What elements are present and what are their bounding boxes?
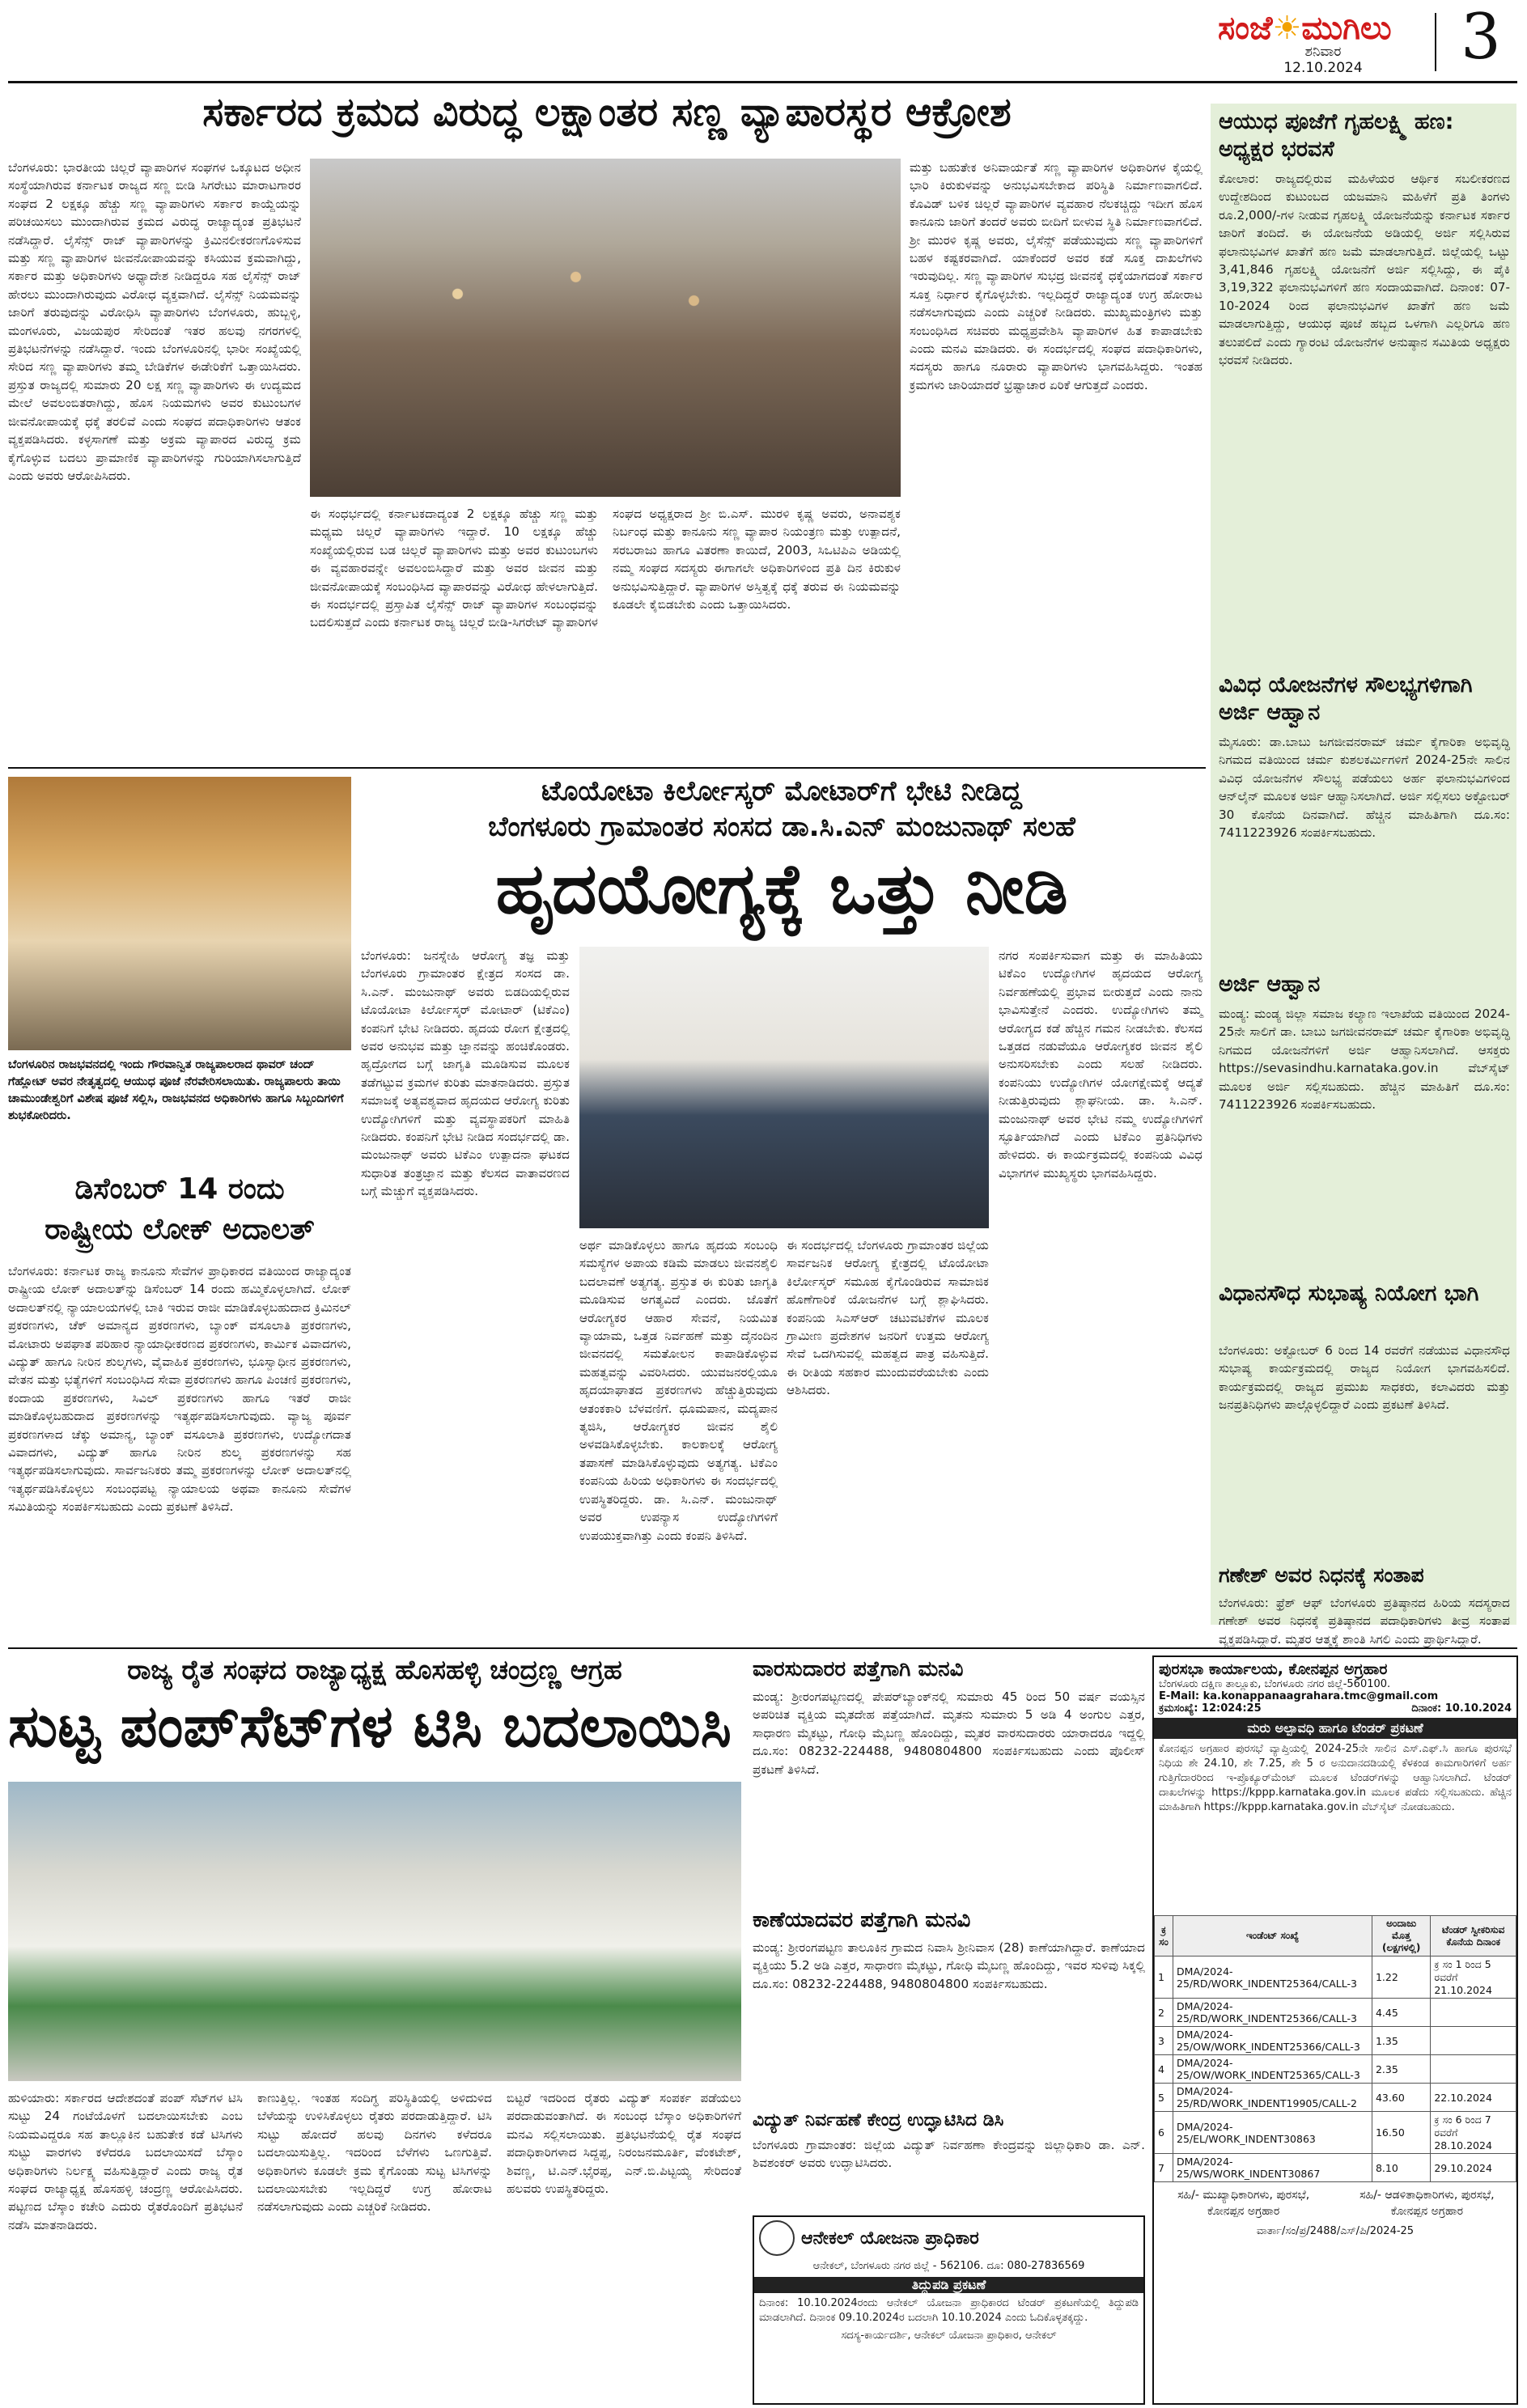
table-row [1155,1999,1516,2027]
tender-sig-left: ಸಹಿ/- ಮುಖ್ಯಾಧಿಕಾರಿಗಳು, ಪುರಸಭೆ, ಕೋನಪ್ಪನ ಅಗ್ರಹಾರ [1177,2189,1310,2218]
story1-col3: ಮತ್ತು ಬಹುತೇಕ ಅನಿವಾರ್ಯತೆ ಸಣ್ಣ ವ್ಯಾಪಾರಿಗಳ ಅಧಿಕಾರಿಗಳ ಕೈಯಲ್ಲಿ ಭಾರಿ ಕಿರುಕುಳವನ್ನು ಅನುಭವಿಸಬೇಕಾದ ಪರಿಸ್ಥಿತಿ ನಿರ್ಮಾಣವಾಗಲಿದೆ. ಕೊವಿಡ್ ಬಳಿಕ ಚಿಲ್ಲರೆ ವ್ಯಾಪಾರಿಗಳ ವ್ಯವಹಾರ ನೆಲಕಚ್ಚಿದ್ದು ಇದೀಗ ಹೊಸ ಕಾನೂನು ಜಾರಿಗೆ ತಂದರೆ ಅವರು ಬೀದಿಗೆ ಬೀಳುವ ಸ್ಥಿತಿ ನಿರ್ಮಾಣವಾಗಲಿದೆ. ಶ್ರೀ ಮುರಳಿ ಕೃಷ್ಣ ಅವರು, ಲೈಸೆನ್ಸ್ ಪಡೆಯುವುದು ಸಣ್ಣ ವ್ಯಾಪಾರಿಗಳಿಗೆ ಬಹಳ ಕಷ್ಟಕರವಾಗಿದೆ. ಯಾಕೆಂದರೆ ಅವರ ಕಡೆ ಸೂಕ್ತ ದಾಖಲೆಗಳು ಇರುವುದಿಲ್ಲ. ಸಣ್ಣ ವ್ಯಾಪಾರಿಗಳ ಸುಭದ್ರ ಜೀವನಕ್ಕೆ ಧಕ್ಕೆಯಾಗದಂತೆ ಸರ್ಕಾರ ಸೂಕ್ತ ನಿರ್ಧಾರ ಕೈಗೊಳ್ಳಬೇಕು. ಇಲ್ಲದಿದ್ದರೆ ರಾಜ್ಯಾದ್ಯಂತ ಉಗ್ರ ಹೋರಾಟ ನಡೆಸಲಾಗುವುದು ಎಂದು ಎಚ್ಚರಿಕೆ ನೀಡಿದರು. ಮುಖ್ಯಮಂತ್ರಿಗಳು ಮತ್ತು ಸಂಬಂಧಿಸಿದ ಸಚಿವರು ಮಧ್ಯಪ್ರವೇಶಿಸಿ ವ್ಯಾಪಾರಿಗಳ ಹಿತ ಕಾಪಾಡಬೇಕು ಎಂದು ಮನವಿ ಮಾಡಿದರು. ಈ ಸಂದರ್ಭದಲ್ಲಿ ಸಂಘದ ಪದಾಧಿಕಾರಿಗಳು, ಸದಸ್ಯರು ಹಾಗೂ ನೂರಾರು ವ್ಯಾಪಾರಿಗಳು ಭಾಗವಹಿಸಿದ್ದರು. ಇಂತಹ ಕ್ರಮಗಳು ಜಾರಿಯಾದರೆ ಭ್ರಷ್ಟಾಚಾರ ಏರಿಕೆ ಆಗುತ್ತದೆ ಎಂದರು. [910,160,1203,392]
lok-adalat-body: ಬೆಂಗಳೂರು: ಕರ್ನಾಟಕ ರಾಜ್ಯ ಕಾನೂನು ಸೇವೆಗಳ ಪ್ರಾಧಿಕಾರದ ವತಿಯಿಂದ ರಾಜ್ಯಾದ್ಯಂತ ರಾಷ್ಟ್ರೀಯ ಲೋಕ್ ಅದಾಲತ್‌ನ್ನು ಡಿಸೆಂಬರ್ 14 ರಂದು ಹಮ್ಮಿಕೊಳ್ಳಲಾಗಿದೆ. ಲೋಕ್ ಅದಾಲತ್‌ನಲ್ಲಿ ನ್ಯಾಯಾಲಯಗಳಲ್ಲಿ ಬಾಕಿ ಇರುವ ರಾಜೀ ಮಾಡಿಕೊಳ್ಳಬಹುದಾದ ಕ್ರಿಮಿನಲ್ ಪ್ರಕರಣಗಳು, ಚೆಕ್ ಅಮಾನ್ಯದ ಪ್ರಕರಣಗಳು, ಬ್ಯಾಂಕ್ ವಸೂಲಾತಿ ಪ್ರಕರಣಗಳು, ಮೋಟಾರು ಅಪಘಾತ ಪರಿಹಾರ ನ್ಯಾಯಾಧೀಕರಣದ ಪ್ರಕರಣಗಳು, ಕಾರ್ಮಿಕ ವಿವಾದಗಳು, ವಿದ್ಯುತ್ ಹಾಗೂ ನೀರಿನ ಶುಲ್ಕಗಳು, ವೈವಾಹಿಕ ಪ್ರಕರಣಗಳು, ಭೂಸ್ವಾಧೀನ ಪ್ರಕರಣಗಳು, ವೇತನ ಮತ್ತು ಭತ್ಯೆಗಳಿಗೆ ಸಂಬಂಧಿಸಿದ ಸೇವಾ ಪ್ರಕರಣಗಳು ಹಾಗೂ ಪಿಂಚಣಿ ಪ್ರಕರಣಗಳು, ಕಂದಾಯ ಪ್ರಕರಣಗಳು, ಸಿವಿಲ್ ಪ್ರಕರಣಗಳು ಹಾಗೂ ಇತರೆ ರಾಜೀ ಮಾಡಿಕೊಳ್ಳಬಹುದಾದ ಪ್ರಕರಣಗಳನ್ನು ಇತ್ಯರ್ಥಪಡಿಸಲಾಗುವುದು. ವ್ಯಾಜ್ಯ ಪೂರ್ವ ಪ್ರಕರಣಗಳಾದ ಚೆಕ್ಕು ಅಮಾನ್ಯ, ಬ್ಯಾಂಕ್ ವಸೂಲಾತಿ ಪ್ರಕರಣಗಳು, ಉದ್ಯೋಗದಾತ ವಿವಾದಗಳು, ವಿದ್ಯುತ್ ಹಾಗೂ ನೀರಿನ ಶುಲ್ಕ ಪ್ರಕರಣಗಳನ್ನು ಸಹ ಇತ್ಯರ್ಥಪಡಿಸಲಾಗುವುದು. ಸಾರ್ವಜನಿಕರು ತಮ್ಮ ಪ್ರಕರಣಗಳನ್ನು ಲೋಕ್ ಅದಾಲತ್‌ನಲ್ಲಿ ಇತ್ಯರ್ಥಪಡಿಸಿಕೊಳ್ಳಲು ಸಂಬಂಧಪಟ್ಟ ನ್ಯಾಯಾಲಯ ಅಥವಾ ಕಾನೂನು ಸೇವೆಗಳ ಸಮಿತಿಯನ್ನು ಸಂಪರ್ಕಿಸಬಹುದು ಎಂದು ಪ್ರಕಟಣೆ ತಿಳಿಸಿದೆ. [8,1264,351,1515]
anekal-ad-box [753,2215,1145,2405]
masthead-divider [1435,13,1436,71]
toyota-kicker-1: ಟೊಯೋಟಾ ಕಿರ್ಲೋಸ್ಕರ್ ಮೋಟಾರ್‌ಗೆ ಭೇಟಿ ನೀಡಿದ್ದ [541,775,1022,808]
masthead-date-block [1270,44,1376,76]
col-header-indent: ಇಂಡೆಂಟ್ ಸಂಖ್ಯೆ [1173,1916,1372,1956]
anekal-ad-subtitle: ತಿದ್ದುಪಡಿ ಪ್ರಕಟಣೆ [754,2277,1143,2293]
tender-table-header [1155,1916,1516,1956]
toyota-kicker-2: ಬೆಂಗಳೂರು ಗ್ರಾಮಾಂತರ ಸಂಸದ ಡಾ.ಸಿ.ಎನ್ ಮಂಜುನಾಥ್ ಸಲಹೆ [488,811,1075,843]
row-date [1431,2055,1516,2084]
farmers-headline: ಸುಟ್ಟ ಪಂಪ್‌ಸೆಟ್‌ಗಳ ಟಿಸಿ ಬದಲಾಯಿಸಿ [8,1692,732,1760]
sidebar-item1-body: ಕೋಲಾರ: ರಾಜ್ಯದಲ್ಲಿರುವ ಮಹಿಳೆಯರ ಆರ್ಥಿಕ ಸಬಲೀಕರಣದ ಉದ್ದೇಶದಿಂದ ಕುಟುಂಬದ ಯಜಮಾನಿ ಮಹಿಳೆಗೆ ಪ್ರತಿ ತಿಂಗಳು ರೂ.2,000/-ಗಳ ನೀಡುವ ಗೃಹಲಕ್ಷ್ಮಿ ಯೋಜನೆಯನ್ನು ಕರ್ನಾಟಕ ಸರ್ಕಾರ ಜಾರಿಗೆ ತಂದಿದೆ. ಈ ಯೋಜನೆಯ ಅಡಿಯಲ್ಲಿ ಅರ್ಜಿ ಸಲ್ಲಿಸಿರುವ ಫಲಾನುಭವಿಗಳ ಖಾತೆಗೆ ಹಣ ಜಮೆ ಮಾಡಲಾಗುತ್ತಿದೆ. ಜಿಲ್ಲೆಯಲ್ಲಿ ಒಟ್ಟು 3,41,846 ಗೃಹಲಕ್ಷ್ಮಿ ಯೋಜನೆಗೆ ಅರ್ಜಿ ಸಲ್ಲಿಸಿದ್ದು, ಈ ಪೈಕಿ 3,19,322 ಫಲಾನುಭವಿಗಳಿಗೆ ಹಣ ಸಂದಾಯವಾಗಿದೆ. ದಿನಾಂಕ: 07-10-2024 ರಿಂದ ಫಲಾನುಭವಿಗಳ ಖಾತೆಗೆ ಹಣ ಜಮೆ ಮಾಡಲಾಗುತ್ತಿದ್ದು, ಆಯುಧ ಪೂಜೆ ಹಬ್ಬದ ಒಳಗಾಗಿ ಎಲ್ಲರಿಗೂ ಹಣ ತಲುಪಲಿದೆ ಎಂದು ಗ್ಯಾರಂಟಿ ಯೋಜನೆಗಳ ಅನುಷ್ಠಾನ ಸಮಿತಿಯ ಅಧ್ಯಕ್ಷರು ಭರವಸೆ ನೀಡಿದರು. [1219,172,1510,368]
missing-head-1: ವಾರಸುದಾರರ ಪತ್ತೆಗಾಗಿ ಮನವಿ [753,1657,964,1681]
anekal-ad-title: ಆನೇಕಲ್ ಯೋಜನಾ ಪ್ರಾಧಿಕಾರ [801,2228,979,2249]
toyota-col3: ಈ ಸಂದರ್ಭದಲ್ಲಿ ಬೆಂಗಳೂರು ಗ್ರಾಮಾಂತರ ಜಿಲ್ಲೆಯ ಸಾರ್ವಜನಿಕ ಆರೋಗ್ಯ ಕ್ಷೇತ್ರದಲ್ಲಿ ಟೊಯೋಟಾ ಕಿರ್ಲೋಸ್ಕರ್ ಸಮೂಹ ಕೈಗೊಂಡಿರುವ ಸಾಮಾಜಿಕ ಹೊಣೆಗಾರಿಕೆ ಯೋಜನೆಗಳ ಬಗ್ಗೆ ಶ್ಲಾಘಿಸಿದರು. ಕಂಪನಿಯ ಸಿಎಸ್‌ಆರ್ ಚಟುವಟಿಕೆಗಳ ಮೂಲಕ ಗ್ರಾಮೀಣ ಪ್ರದೇಶಗಳ ಜನರಿಗೆ ಉತ್ತಮ ಆರೋಗ್ಯ ಸೇವೆ ಒದಗಿಸುವಲ್ಲಿ ಮಹತ್ವದ ಪಾತ್ರ ವಹಿಸುತ್ತಿದೆ. ಈ ರೀತಿಯ ಸಹಕಾರ ಮುಂದುವರೆಯಬೇಕು ಎಂದು ಆಶಿಸಿದರು. [787,1238,989,1398]
tender-table [1154,1915,1516,2182]
table-row [1155,1956,1516,1999]
row-amount: 43.60 [1372,2084,1430,2112]
row-no: 2 [1155,1999,1173,2027]
tender-notice-title: ಮರು ಅಲ್ಪಾವಧಿ ಹಾಗೂ ಟೆಂಡರ್ ಪ್ರಕಟಣೆ [1154,1718,1516,1739]
tender-ref-date: ದಿನಾಂಕ: 10.10.2024 [1411,1702,1512,1715]
sun-icon: ☀ [1272,10,1302,47]
top-rule [8,81,1517,83]
tender-intro: ಕೋನಪ್ಪನ ಅಗ್ರಹಾರ ಪುರಸಭೆ ವ್ಯಾಪ್ತಿಯಲ್ಲಿ 2024-25ನೇ ಸಾಲಿನ ಎಸ್.ಎಫ್.ಸಿ ಹಾಗೂ ಪುರಸಭೆ ನಿಧಿಯ ಶೇ 24.10, ಶೇ 7.25, ಶೇ 5 ರ ಅನುದಾನದಡಿಯಲ್ಲಿ ಕೆಳಕಂಡ ಕಾಮಗಾರಿಗಳಿಗೆ ಅರ್ಹ ಗುತ್ತಿಗೆದಾರರಿಂದ ಇ-ಪ್ರೊಕ್ಯೂರ್‌ಮೆಂಟ್ ಮೂಲಕ ಟೆಂಡರ್‌ಗಳನ್ನು ಆಹ್ವಾನಿಸಲಾಗಿದೆ. ಟೆಂಡರ್ ದಾಖಲೆಗಳನ್ನು https://kppp.karnataka.gov.in ಮೂಲಕ ಪಡೆದು ಸಲ್ಲಿಸಬಹುದು. ಹೆಚ್ಚಿನ ಮಾಹಿತಿಗಾಗಿ https://kppp.karnataka.gov.in ವೆಬ್‌ಸೈಟ್ ನೋಡಬಹುದು. [1159,1743,1512,1813]
lok-adalat-headline-1: ಡಿಸೆಂಬರ್ 14 ರಂದು [74,1172,285,1206]
missing-head-2: ಕಾಣೆಯಾದವರ ಪತ್ತೆಗಾಗಿ ಮನವಿ [753,1908,971,1932]
story1-bottom-rule [8,767,1206,769]
toyota-col4: ನಗರ ಸಂಪರ್ಕಿಸುವಾಗ ಮತ್ತು ಈ ಮಾಹಿತಿಯು ಟಿಕೆಎಂ ಉದ್ಯೋಗಿಗಳ ಹೃದಯದ ಆರೋಗ್ಯ ನಿರ್ವಹಣೆಯಲ್ಲಿ ಪ್ರಭಾವ ಬೀರುತ್ತದೆ ಎಂದು ನಾನು ಭಾವಿಸುತ್ತೇನೆ ಎಂದರು. ಉದ್ಯೋಗಿಗಳು ತಮ್ಮ ಆರೋಗ್ಯದ ಕಡೆ ಹೆಚ್ಚಿನ ಗಮನ ನೀಡಬೇಕು. ಕೆಲಸದ ಒತ್ತಡದ ನಡುವೆಯೂ ಆರೋಗ್ಯಕರ ಜೀವನ ಶೈಲಿ ಅನುಸರಿಸಬೇಕು ಎಂದು ಸಲಹೆ ನೀಡಿದರು. ಕಂಪನಿಯು ಉದ್ಯೋಗಿಗಳ ಯೋಗಕ್ಷೇಮಕ್ಕೆ ಆದ್ಯತೆ ನೀಡುತ್ತಿರುವುದು ಶ್ಲಾಘನೀಯ. ಡಾ. ಸಿ.ಎನ್. ಮಂಜುನಾಥ್ ಅವರ ಭೇಟಿ ನಮ್ಮ ಉದ್ಯೋಗಿಗಳಿಗೆ ಸ್ಫೂರ್ತಿಯಾಗಿದೆ ಎಂದು ಟಿಕೆಎಂ ಪ್ರತಿನಿಧಿಗಳು ಹೇಳಿದರು. ಈ ಕಾರ್ಯಕ್ರಮದಲ್ಲಿ ಕಂಪನಿಯ ವಿವಿಧ ವಿಭಾಗಗಳ ಮುಖ್ಯಸ್ಥರು ಭಾಗವಹಿಸಿದ್ದರು. [999,948,1203,1181]
lower-rule [8,1647,1517,1649]
col-header-amount: ಅಂದಾಜು ಮೊತ್ತ (ಲಕ್ಷಗಳಲ್ಲಿ) [1372,1916,1430,1956]
row-indent: DMA/2024-25/WS/WORK_INDENT30867 [1173,2154,1372,2182]
sidebar-item4-head: ವಿಧಾನಸೌಧ ಸುಭಾಷ್ಯ ನಿಯೋಗ ಭಾಗಿ [1219,1281,1479,1306]
row-indent: DMA/2024-25/RD/WORK_INDENT25364/CALL-3 [1173,1956,1372,1999]
row-amount: 1.22 [1372,1956,1430,1999]
table-row [1155,2055,1516,2084]
anekal-ad-body: ದಿನಾಂಕ: 10.10.2024ರಂದು ಆನೇಕಲ್ ಯೋಜನಾ ಪ್ರಾಧಿಕಾರದ ಟೆಂಡರ್ ಪ್ರಕಟಣೆಯಲ್ಲಿ ತಿದ್ದುಪಡಿ ಮಾಡಲಾಗಿದೆ. ದಿನಾಂಕ 09.10.2024ರ ಬದಲಾಗಿ 10.10.2024 ಎಂದು ಓದಿಕೊಳ್ಳತಕ್ಕದ್ದು. [759,2297,1139,2324]
table-row [1155,2027,1516,2055]
story1-col1: ಬೆಂಗಳೂರು: ಭಾರತೀಯ ಚಿಲ್ಲರೆ ವ್ಯಾಪಾರಿಗಳ ಸಂಘಗಳ ಒಕ್ಕೂಟದ ಅಧೀನ ಸಂಸ್ಥೆಯಾಗಿರುವ ಕರ್ನಾಟಕ ರಾಜ್ಯದ ಸಣ್ಣ ಬೀಡಿ ಸಿಗರೇಟು ಮಾರಾಟಗಾರರ ಸಂಘದ 2 ಲಕ್ಷಕ್ಕೂ ಹೆಚ್ಚು ಸಣ್ಣ ವ್ಯಾಪಾರಿಗಳು ಸರ್ಕಾರ ಕಾಯ್ದೆಯನ್ನು ಪರಿಚಯಿಸಲು ಮುಂದಾಗಿರುವ ಕ್ರಮದ ವಿರುದ್ಧ ರಾಜ್ಯಾದ್ಯಂತ ಪ್ರತಿಭಟನೆ ನಡೆಸಿದ್ದಾರೆ. ಲೈಸೆನ್ಸ್ ರಾಜ್ ವ್ಯಾಪಾರಿಗಳನ್ನು ಕ್ರಿಮಿನಲೀಕರಣಗೊಳಿಸುವ ಮತ್ತು ಸಣ್ಣ ವ್ಯಾಪಾರಿಗಳ ಜೀವನೋಪಾಯವನ್ನು ಕಸಿಯುವ ಕ್ರಮವಾಗಿದ್ದು, ಸರ್ಕಾರ ಮತ್ತು ಅಧಿಕಾರಿಗಳು ಅಧ್ಯಾದೇಶ ನೀಡಿದ್ದರೂ ಸಹ ಲೈಸೆನ್ಸ್ ರಾಜ್ ಹೇರಲು ಮುಂದಾಗಿರುವುದು ವಿರೋಧ ವ್ಯಕ್ತವಾಗಿದೆ. ಲೈಸೆನ್ಸ್ ನಿಯಮವನ್ನು ಜಾರಿಗೆ ತರುವುದನ್ನು ವಿರೋಧಿಸಿ ವ್ಯಾಪಾರಿಗಳು ಬೆಂಗಳೂರು, ಹುಬ್ಬಳ್ಳಿ, ಮಂಗಳೂರು, ವಿಜಯಪುರ ಸೇರಿದಂತೆ ಇತರ ಹಲವು ನಗರಗಳಲ್ಲಿ ಪ್ರತಿಭಟನೆಗಳನ್ನು ನಡೆಸಿದ್ದಾರೆ. ಇಂದು ಬೆಂಗಳೂರಿನಲ್ಲಿ ಭಾರೀ ಸಂಖ್ಯೆಯಲ್ಲಿ ಸೇರಿದ ಸಣ್ಣ ವ್ಯಾಪಾರಿಗಳು ತಮ್ಮ ಬೇಡಿಕೆಗಳ ಈಡೇರಿಕೆಗೆ ಒತ್ತಾಯಿಸಿದರು. ಪ್ರಸ್ತುತ ರಾಜ್ಯದಲ್ಲಿ ಸುಮಾರು 20 ಲಕ್ಷ ಸಣ್ಣ ವ್ಯಾಪಾರಿಗಳು ಈ ಉದ್ಯಮದ ಮೇಲೆ ಅವಲಂಬಿತರಾಗಿದ್ದು, ಹೊಸ ನಿಯಮಗಳು ಅವರ ಕುಟುಂಬಗಳ ಜೀವನೋಪಾಯಕ್ಕೆ ಧಕ್ಕೆ ತರಲಿವೆ ಎಂದು ಸಂಘದ ಪದಾಧಿಕಾರಿಗಳು ಆತಂಕ ವ್ಯಕ್ತಪಡಿಸಿದರು. ಕಳ್ಳಸಾಗಣೆ ಮತ್ತು ಅಕ್ರಮ ವ್ಯಾಪಾರದ ವಿರುದ್ಧ ಕ್ರಮ ಕೈಗೊಳ್ಳುವ ಬದಲು ಪ್ರಾಮಾಣಿಕ ವ್ಯಾಪಾರಿಗಳನ್ನು ಗುರಿಯಾಗಿಸಲಾಗುತ್ತಿದೆ ಎಂದು ಅವರು ಆರೋಪಿಸಿದರು. [8,160,301,483]
masthead-weekday: ಶನಿವಾರ [1304,44,1342,60]
toyota-meeting-photo [579,947,989,1228]
farmers-col1: ಹುಳಿಯಾರು: ಸರ್ಕಾರದ ಆದೇಶದಂತೆ ಪಂಪ್ ಸೆಟ್‌ಗಳ ಟಿಸಿ ಸುಟ್ಟು 24 ಗಂಟೆಯೊಳಗೆ ಬದಲಾಯಿಸಬೇಕು ಎಂಬ ನಿಯಮವಿದ್ದರೂ ಸಹ ತಾಲ್ಲೂಕಿನ ಬಹುತೇಕ ಕಡೆ ಟಿಸಿಗಳು ಸುಟ್ಟು ವಾರಗಳು ಕಳೆದರೂ ಬದಲಾಯಿಸದೆ ಬೆಸ್ಕಾಂ ಅಧಿಕಾರಿಗಳು ನಿರ್ಲಕ್ಷ್ಯ ವಹಿಸುತ್ತಿದ್ದಾರೆ ಎಂದು ರಾಜ್ಯ ರೈತ ಸಂಘದ ರಾಜ್ಯಾಧ್ಯಕ್ಷ ಹೊಸಹಳ್ಳಿ ಚಂದ್ರಣ್ಣ ಆರೋಪಿಸಿದರು. ಪಟ್ಟಣದ ಬೆಸ್ಕಾಂ ಕಚೇರಿ ಎದುರು ರೈತರೊಂದಿಗೆ ಪ್ರತಿಭಟನೆ ನಡೆಸಿ ಮಾತನಾಡಿದರು. [8,2091,243,2232]
row-date: ಕ್ರ ಸಂ 6 ರಿಂದ 7 ರವರೆಗೆ 28.10.2024 [1431,2112,1516,2154]
table-row [1155,2084,1516,2112]
anekal-ad-header [754,2217,1143,2259]
row-indent: DMA/2024-25/RD/WORK_INDENT19905/CALL-2 [1173,2084,1372,2112]
page-number: 3 [1461,1,1501,74]
tender-footer-code: ವಾರ್ತಾ/ಸಂ/ಪ್ರ/2488/ಎಸ್/ಪಿ/2024-25 [1256,2225,1415,2237]
sidebar-item5-body: ಬೆಂಗಳೂರು: ಫ್ರೆಶ್ ಆಫ್ ಬೆಂಗಳೂರು ಪ್ರತಿಷ್ಠಾನದ ಹಿರಿಯ ಸದಸ್ಯರಾದ ಗಣೇಶ್ ಅವರ ನಿಧನಕ್ಕೆ ಪ್ರತಿಷ್ಠಾನದ ಪದಾಧಿಕಾರಿಗಳು ತೀವ್ರ ಸಂತಾಪ ವ್ಯಕ್ತಪಡಿಸಿದ್ದಾರೆ. ಮೃತರ ಆತ್ಮಕ್ಕೆ ಶಾಂತಿ ಸಿಗಲಿ ಎಂದು ಪ್ರಾರ್ಥಿಸಿದ್ದಾರೆ. [1219,1596,1510,1647]
toyota-col1: ಬೆಂಗಳೂರು: ಜನಸ್ನೇಹಿ ಆರೋಗ್ಯ ತಜ್ಞ ಮತ್ತು ಬೆಂಗಳೂರು ಗ್ರಾಮಾಂತರ ಕ್ಷೇತ್ರದ ಸಂಸದ ಡಾ. ಸಿ.ಎನ್. ಮಂಜುನಾಥ್ ಅವರು ಬಿಡದಿಯಲ್ಲಿರುವ ಟೊಯೋಟಾ ಕಿರ್ಲೋಸ್ಕರ್ ಮೋಟಾರ್ (ಟಿಕೆಎಂ) ಕಂಪನಿಗೆ ಭೇಟಿ ನೀಡಿದರು. ಹೃದಯ ರೋಗ ಕ್ಷೇತ್ರದಲ್ಲಿ ಅವರ ಅನುಭವ ಮತ್ತು ಜ್ಞಾನವನ್ನು ಹಂಚಿಕೊಂಡರು. ಹೃದ್ರೋಗದ ಬಗ್ಗೆ ಜಾಗೃತಿ ಮೂಡಿಸುವ ಮೂಲಕ ತಡೆಗಟ್ಟುವ ಕ್ರಮಗಳ ಕುರಿತು ಮಾತನಾಡಿದರು. ಪ್ರಸ್ತುತ ಸಮಾಜಕ್ಕೆ ಅತ್ಯವಶ್ಯವಾದ ಹೃದಯದ ಆರೋಗ್ಯ ಕುರಿತು ಉದ್ಯೋಗಿಗಳಿಗೆ ಮತ್ತು ವ್ಯವಸ್ಥಾಪಕರಿಗೆ ಮಾಹಿತಿ ನೀಡಿದರು. ಕಂಪನಿಗೆ ಭೇಟಿ ನೀಡಿದ ಸಂದರ್ಭದಲ್ಲಿ ಡಾ. ಮಂಜುನಾಥ್ ಅವರು ಟಿಕೆಎಂ ಉತ್ಪಾದನಾ ಘಟಕದ ಸುಧಾರಿತ ತಂತ್ರಜ್ಞಾನ ಮತ್ತು ಕೆಲಸದ ವಾತಾವರಣದ ಬಗ್ಗೆ ಮೆಚ್ಚುಗೆ ವ್ಯಕ್ತಪಡಿಸಿದರು. [361,948,570,1199]
anekal-ad-address: ಆನೇಕಲ್, ಬೆಂಗಳೂರು ನಗರ ಜಿಲ್ಲೆ - 562106. ದೂ: 080-27836569 [812,2260,1085,2272]
farmers-kicker: ರಾಜ್ಯ ರೈತ ಸಂಘದ ರಾಜ್ಯಾಧ್ಯಕ್ಷ ಹೊಸಹಳ್ಳಿ ಚಂದ್ರಣ್ಣ ಆಗ್ರಹ [127,1654,622,1685]
table-row [1155,2154,1516,2182]
toyota-col2: ಅರ್ಥ ಮಾಡಿಕೊಳ್ಳಲು ಹಾಗೂ ಹೃದಯ ಸಂಬಂಧಿ ಸಮಸ್ಯೆಗಳ ಅಪಾಯ ಕಡಿಮೆ ಮಾಡಲು ಜೀವನಶೈಲಿ ಬದಲಾವಣೆ ಅತ್ಯಗತ್ಯ. ಪ್ರಸ್ತುತ ಈ ಕುರಿತು ಜಾಗೃತಿ ಮೂಡಿಸುವ ಅಗತ್ಯವಿದೆ ಎಂದರು. ಜೊತೆಗೆ ಆರೋಗ್ಯಕರ ಆಹಾರ ಸೇವನೆ, ನಿಯಮಿತ ವ್ಯಾಯಾಮ, ಒತ್ತಡ ನಿರ್ವಹಣೆ ಮತ್ತು ದೈನಂದಿನ ಜೀವನದಲ್ಲಿ ಸಮತೋಲನ ಕಾಪಾಡಿಕೊಳ್ಳುವ ಮಹತ್ವವನ್ನು ವಿವರಿಸಿದರು. ಯುವಜನರಲ್ಲಿಯೂ ಹೃದಯಾಘಾತದ ಪ್ರಕರಣಗಳು ಹೆಚ್ಚುತ್ತಿರುವುದು ಆತಂಕಕಾರಿ ಬೆಳವಣಿಗೆ. ಧೂಮಪಾನ, ಮದ್ಯಪಾನ ತ್ಯಜಿಸಿ, ಆರೋಗ್ಯಕರ ಜೀವನ ಶೈಲಿ ಅಳವಡಿಸಿಕೊಳ್ಳಬೇಕು. ಕಾಲಕಾಲಕ್ಕೆ ಆರೋಗ್ಯ ತಪಾಸಣೆ ಮಾಡಿಸಿಕೊಳ್ಳುವುದು ಅತ್ಯಗತ್ಯ. ಟಿಕೆಎಂ ಕಂಪನಿಯ ಹಿರಿಯ ಅಧಿಕಾರಿಗಳು ಈ ಸಂದರ್ಭದಲ್ಲಿ ಉಪಸ್ಥಿತರಿದ್ದರು. ಡಾ. ಸಿ.ಎನ್. ಮಂಜುನಾಥ್ ಅವರ ಉಪನ್ಯಾಸ ಉದ್ಯೋಗಿಗಳಿಗೆ ಉಪಯುಕ್ತವಾಗಿತ್ತು ಎಂದು ಕಂಪನಿ ತಿಳಿಸಿದೆ. [579,1238,778,1543]
row-indent: DMA/2024-25/RD/WORK_INDENT25366/CALL-3 [1173,1999,1372,2027]
row-indent: DMA/2024-25/OW/WORK_INDENT25365/CALL-3 [1173,2055,1372,2084]
logo-left: ಸಂಜೆ [1218,10,1273,47]
row-amount: 2.35 [1372,2055,1430,2084]
row-date: 29.10.2024 [1431,2154,1516,2182]
tender-office-title: ಪುರಸಭಾ ಕಾರ್ಯಾಲಯ, ಕೋನಪ್ಪನ ಅಗ್ರಹಾರ [1159,1660,1388,1678]
tender-office-address: ಬೆಂಗಳೂರು ದಕ್ಷಿಣ ತಾಲ್ಲೂಕು, ಬೆಂಗಳೂರು ನಗರ ಜಿಲ್ಲೆ-560100. [1159,1678,1391,1690]
logo-right: ಮುಗಿಲು [1301,10,1392,47]
row-amount: 8.10 [1372,2154,1430,2182]
tender-ref-row [1159,1702,1512,1715]
sidebar-item4-body: ಬೆಂಗಳೂರು: ಅಕ್ಟೋಬರ್ 6 ರಿಂದ 14 ರವರೆಗೆ ನಡೆಯುವ ವಿಧಾನಸೌಧ ಸುಭಾಷ್ಯ ಕಾರ್ಯಕ್ರಮದಲ್ಲಿ ರಾಜ್ಯದ ನಿಯೋಗ ಭಾಗವಹಿಸಲಿದೆ. ಕಾರ್ಯಕ್ರಮದಲ್ಲಿ ರಾಜ್ಯದ ಪ್ರಮುಖ ಸಾಧಕರು, ಕಲಾವಿದರು ಮತ್ತು ಜನಪ್ರತಿನಿಧಿಗಳು ಪಾಲ್ಗೊಳ್ಳಲಿದ್ದಾರೆ ಎಂದು ಪ್ರಕಟಣೆ ತಿಳಿಸಿದೆ. [1219,1343,1510,1413]
protest-photo [310,159,901,497]
lok-adalat-headline-2: ರಾಷ್ಟ್ರೀಯ ಲೋಕ್ ಅದಾಲತ್ [45,1213,315,1246]
tender-signatures [1154,2182,1516,2224]
tender-sig-right: ಸಹಿ/- ಆಡಳಿತಾಧಿಕಾರಿಗಳು, ಪುರಸಭೆ, ಕೋನಪ್ಪನ ಅಗ್ರಹಾರ [1359,2189,1495,2218]
row-no: 1 [1155,1956,1173,1999]
row-date: ಕ್ರ ಸಂ 1 ರಿಂದ 5 ರವರೆಗೆ 21.10.2024 [1431,1956,1516,1999]
toyota-headline: ಹೃದಯೋಗ್ಯಕ್ಕೆ ಒತ್ತು ನೀಡಿ [495,849,1068,930]
row-no: 7 [1155,2154,1173,2182]
sidebar-item2-head: ವಿವಿಧ ಯೋಜನೆಗಳ ಸೌಲಭ್ಯಗಳಿಗಾಗಿ ಅರ್ಜಿ ಆಹ್ವಾನ [1219,672,1473,725]
row-no: 6 [1155,2112,1173,2154]
sidebar-item1-head: ಆಯುಧ ಪೂಜೆಗೆ ಗೃಹಲಕ್ಷ್ಮಿ ಹಣ: ಅಧ್ಯಕ್ಷರ ಭರವಸೆ [1219,109,1454,162]
anekal-ad-signature: ಸದಸ್ಯ-ಕಾರ್ಯದರ್ಶಿ, ಆನೇಕಲ್ ಯೋಜನಾ ಪ್ರಾಧಿಕಾರ, ಆನೇಕಲ್ [841,2330,1057,2342]
power-centre-head: ವಿದ್ಯುತ್ ನಿರ್ವಹಣೆ ಕೇಂದ್ರ ಉದ್ಘಾಟಿಸಿದ ಡಿಸಿ [753,2110,1004,2130]
row-indent: DMA/2024-25/EL/WORK_INDENT30863 [1173,2112,1372,2154]
tender-notice [1152,1656,1518,2405]
tender-header [1154,1657,1516,1718]
tender-ref-no: ಕ್ರಮಸಂಖ್ಯೆ: 12:024:25 [1159,1702,1262,1715]
sidebar-item3-head: ಅರ್ಜಿ ಆಹ್ವಾನ [1219,972,1321,997]
row-indent: DMA/2024-25/OW/WORK_INDENT25366/CALL-3 [1173,2027,1372,2055]
farmers-protest-photo [8,1782,741,2081]
story1-col2: ಈ ಸಂಧರ್ಭದಲ್ಲಿ ಕರ್ನಾಟಕದಾದ್ಯಂತ 2 ಲಕ್ಷಕ್ಕೂ ಹೆಚ್ಚು ಸಣ್ಣ ಮತ್ತು ಮಧ್ಯಮ ಚಿಲ್ಲರೆ ವ್ಯಾಪಾರಿಗಳು ಇದ್ದಾರೆ. 10 ಲಕ್ಷಕ್ಕೂ ಹೆಚ್ಚು ಸಂಖ್ಯೆಯಲ್ಲಿರುವ ಬಡ ಚಿಲ್ಲರೆ ವ್ಯಾಪಾರಿಗಳು ಮತ್ತು ಅವರ ಕುಟುಂಬಗಳು ಈ ವ್ಯವಹಾರವನ್ನೇ ಅವಲಂಬಿಸಿದ್ದಾರೆ ಮತ್ತು ಅವರ ಜೀವನ ಮತ್ತು ಜೀವನೋಪಾಯಕ್ಕೆ ಸಂಬಂಧಿಸಿದ ವ್ಯಾಪಾರವನ್ನು ವಿರೋಧ ಹೇಳಲಾಗುತ್ತಿದೆ. ಈ ಸಂದರ್ಭದಲ್ಲಿ ಪ್ರಸ್ತಾಪಿತ ಲೈಸೆನ್ಸ್ ರಾಜ್ ವ್ಯಾಪಾರಿಗಳ ಸಂಬಂಧವನ್ನು ಬದಲಿಸುತ್ತದೆ ಎಂದು ಕರ್ನಾಟಕ ರಾಜ್ಯ ಚಿಲ್ಲರೆ ಬೀಡಿ-ಸಿಗರೇಟ್ ವ್ಯಾಪಾರಿಗಳ ಸಂಘದ ಅಧ್ಯಕ್ಷರಾದ ಶ್ರೀ ಬಿ.ಎಸ್. ಮುರಳಿ ಕೃಷ್ಣ ಅವರು, ಅನಾವಶ್ಯಕ ನಿರ್ಬಂಧ ಮತ್ತು ಕಾನೂನು ಸಣ್ಣ ವ್ಯಾಪಾರ ನಿಯಂತ್ರಣ ಮತ್ತು ಉತ್ಪಾದನೆ, ಸರಬರಾಜು ಹಾಗೂ ವಿತರಣಾ ಕಾಯಿದೆ, 2003, ಸಿಒಟಿಪಿಎ ಅಡಿಯಲ್ಲಿ ನಮ್ಮ ಸಂಘದ ಸದಸ್ಯರು ಈಗಾಗಲೇ ಅಧಿಕಾರಿಗಳಿಂದ ಪ್ರತಿ ದಿನ ಕಿರುಕುಳ ಅನುಭವಿಸುತ್ತಿದ್ದಾರೆ. ವ್ಯಾಪಾರಿಗಳ ಅಸ್ತಿತ್ವಕ್ಕೆ ಧಕ್ಕೆ ತರುವ ಈ ನಿಯಮವನ್ನು ಕೂಡಲೇ ಕೈಬಿಡಬೇಕು ಎಂದು ಒತ್ತಾಯಿಸಿದರು. [310,507,901,630]
row-no: 5 [1155,2084,1173,2112]
power-centre-body: ಬೆಂಗಳೂರು ಗ್ರಾಮಾಂತರ: ಜಿಲ್ಲೆಯ ವಿದ್ಯುತ್ ನಿರ್ವಹಣಾ ಕೇಂದ್ರವನ್ನು ಜಿಲ್ಲಾಧಿಕಾರಿ ಡಾ. ಎನ್. ಶಿವಶಂಕರ್ ಅವರು ಉದ್ಘಾಟಿಸಿದರು. [753,2138,1145,2171]
govt-emblem-icon [759,2220,795,2256]
row-no: 3 [1155,2027,1173,2055]
masthead-date: 12.10.2024 [1283,60,1363,76]
missing-body-2: ಮಂಡ್ಯ: ಶ್ರೀರಂಗಪಟ್ಟಣ ತಾಲೂಕಿನ ಗ್ರಾಮದ ನಿವಾಸಿ ಶ್ರೀನಿವಾಸ (28) ಕಾಣೆಯಾಗಿದ್ದಾರೆ. ಕಾಣೆಯಾದ ವ್ಯಕ್ತಿಯು 5.2 ಅಡಿ ಎತ್ತರ, ಸಾಧಾರಣ ಮೈಕಟ್ಟು, ಗೋಧಿ ಮೈಬಣ್ಣ ಹೊಂದಿದ್ದು, ಇವರ ಸುಳಿವು ಸಿಕ್ಕಲ್ಲಿ ದೂ.ಸಂ: 08232-224488, 9480804800 ಸಂಪರ್ಕಿಸಬಹುದು. [753,1940,1145,1991]
story1-headline: ಸರ್ಕಾರದ ಕ್ರಮದ ವಿರುದ್ಧ ಲಕ್ಷಾಂತರ ಸಣ್ಣ ವ್ಯಾಪಾರಸ್ಥರ ಆಕ್ರೋಶ [202,89,1012,135]
table-row [1155,2112,1516,2154]
raj-bhavan-caption: ಬೆಂಗಳೂರಿನ ರಾಜಭವನದಲ್ಲಿ ಇಂದು ಗೌರವಾನ್ವಿತ ರಾಜ್ಯಪಾಲರಾದ ಥಾವರ್ ಚಂದ್ ಗೆಹ್ಲೋಟ್ ಅವರ ನೇತೃತ್ವದಲ್ಲಿ ಆಯುಧ ಪೂಜೆ ನೆರವೇರಿಸಲಾಯಿತು. ರಾಜ್ಯಪಾಲರು ತಾಯಿ ಚಾಮುಂಡೇಶ್ವರಿಗೆ ವಿಶೇಷ ಪೂಜೆ ಸಲ್ಲಿಸಿ, ರಾಜಭವನದ ಅಧಿಕಾರಿಗಳು ಹಾಗೂ ಸಿಬ್ಬಂದಿಗಳಿಗೆ ಶುಭಕೋರಿದರು. [8,1058,344,1122]
sidebar-item5-head: ಗಣೇಶ್ ಅವರ ನಿಧನಕ್ಕೆ ಸಂತಾಪ [1219,1563,1424,1587]
row-no: 4 [1155,2055,1173,2084]
raj-bhavan-photo [8,777,351,1050]
row-amount: 1.35 [1372,2027,1430,2055]
farmers-col3: ಬಿಟ್ಟರೆ ಇದರಿಂದ ರೈತರು ವಿದ್ಯುತ್ ಸಂಪರ್ಕ ಪಡೆಯಲು ಪರದಾಡುವಂತಾಗಿದೆ. ಈ ಸಂಬಂಧ ಬೆಸ್ಕಾಂ ಅಧಿಕಾರಿಗಳಿಗೆ ಮನವಿ ಸಲ್ಲಿಸಲಾಯಿತು. ಪ್ರತಿಭಟನೆಯಲ್ಲಿ ರೈತ ಸಂಘದ ಪದಾಧಿಕಾರಿಗಳಾದ ಸಿದ್ದಪ್ಪ, ನಿರಂಜನಮೂರ್ತಿ, ವೆಂಕಟೇಶ್, ಶಿವಣ್ಣ, ಟಿ.ಎನ್.ಭೈರಪ್ಪ, ಎನ್.ಬಿ.ಪಿಟ್ಟಯ್ಯ ಸೇರಿದಂತೆ ಹಲವರು ಉಪಸ್ಥಿತರಿದ್ದರು. [507,2091,741,2197]
sidebar-item3-body: ಮಂಡ್ಯ: ಮಂಡ್ಯ ಜಿಲ್ಲಾ ಸಮಾಜ ಕಲ್ಯಾಣ ಇಲಾಖೆಯ ವತಿಯಿಂದ 2024-25ನೇ ಸಾಲಿಗೆ ಡಾ. ಬಾಬು ಜಗಜೀವನರಾಮ್ ಚರ್ಮ ಕೈಗಾರಿಕಾ ಅಭಿವೃದ್ಧಿ ನಿಗಮದ ಯೋಜನೆಗಳಿಗೆ ಅರ್ಜಿ ಆಹ್ವಾನಿಸಲಾಗಿದೆ. ಆಸಕ್ತರು https://sevasindhu.karnataka.gov.in ವೆಬ್‌ಸೈಟ್ ಮೂಲಕ ಅರ್ಜಿ ಸಲ್ಲಿಸಬಹುದು. ಹೆಚ್ಚಿನ ಮಾಹಿತಿಗೆ ದೂ.ಸಂ: 7411223926 ಸಂಪರ್ಕಿಸಬಹುದು. [1219,1007,1510,1113]
tender-email: E-Mail: ka.konappanaagrahara.tmc@gmail.com [1159,1690,1439,1702]
row-date: 22.10.2024 [1431,2084,1516,2112]
row-amount: 16.50 [1372,2112,1430,2154]
sidebar-item2-body: ಮೈಸೂರು: ಡಾ.ಬಾಬು ಜಗಜೀವನರಾಮ್ ಚರ್ಮ ಕೈಗಾರಿಕಾ ಅಭಿವೃದ್ಧಿ ನಿಗಮದ ವತಿಯಿಂದ ಚರ್ಮ ಕುಶಲಕರ್ಮಿಗಳಿಗೆ 2024-25ನೇ ಸಾಲಿನ ವಿವಿಧ ಯೋಜನೆಗಳ ಸೌಲಭ್ಯ ಪಡೆಯಲು ಅರ್ಹ ಫಲಾನುಭವಿಗಳಿಂದ ಆನ್‌ಲೈನ್ ಮೂಲಕ ಅರ್ಜಿ ಆಹ್ವಾನಿಸಲಾಗಿದೆ. ಅರ್ಜಿ ಸಲ್ಲಿಸಲು ಅಕ್ಟೋಬರ್ 30 ಕೊನೆಯ ದಿನವಾಗಿದೆ. ಹೆಚ್ಚಿನ ಮಾಹಿತಿಗಾಗಿ ದೂ.ಸಂ: 7411223926 ಸಂಪರ್ಕಿಸಬಹುದು. [1219,735,1511,841]
col-header-no: ಕ್ರ ಸಂ [1155,1916,1173,1956]
row-amount: 4.45 [1372,1999,1430,2027]
missing-body-1: ಮಂಡ್ಯ: ಶ್ರೀರಂಗಪಟ್ಟಣದಲ್ಲಿ ಪೇಪರ್‌ಬ್ಯಾಂಕ್‌ನಲ್ಲಿ ಸುಮಾರು 45 ರಿಂದ 50 ವರ್ಷ ವಯಸ್ಸಿನ ಅಪರಿಚಿತ ವ್ಯಕ್ತಿಯ ಮೃತದೇಹ ಪತ್ತೆಯಾಗಿದೆ. ಮೃತನು ಸುಮಾರು 5 ಅಡಿ 4 ಅಂಗುಲ ಎತ್ತರ, ಸಾಧಾರಣ ಮೈಕಟ್ಟು, ಗೋಧಿ ಮೈಬಣ್ಣ ಹೊಂದಿದ್ದು, ಮೃತರ ವಾರಸುದಾರರು ಯಾರಾದರೂ ಇದ್ದಲ್ಲಿ ದೂ.ಸಂ: 08232-224488, 9480804800 ಸಂಪರ್ಕಿಸಬಹುದು ಎಂದು ಪೊಲೀಸ್ ಪ್ರಕಟಣೆ ತಿಳಿಸಿದೆ. [753,1689,1145,1777]
col-header-date: ಟೆಂಡರ್ ಸ್ವೀಕರಿಸುವ ಕೊನೆಯ ದಿನಾಂಕ [1431,1916,1516,1956]
farmers-col2: ಕಾಣುತ್ತಿಲ್ಲ. ಇಂತಹ ಸಂದಿಗ್ಧ ಪರಿಸ್ಥಿತಿಯಲ್ಲಿ ಅಳಿದುಳಿದ ಬೆಳೆಯನ್ನು ಉಳಿಸಿಕೊಳ್ಳಲು ರೈತರು ಪರದಾಡುತ್ತಿದ್ದಾರೆ. ಟಿಸಿ ಸುಟ್ಟು ಹೋದರೆ ಹಲವು ದಿನಗಳು ಕಳೆದರೂ ಬದಲಾಯಿಸುತ್ತಿಲ್ಲ. ಇದರಿಂದ ಬೆಳೆಗಳು ಒಣಗುತ್ತಿವೆ. ಅಧಿಕಾರಿಗಳು ಕೂಡಲೇ ಕ್ರಮ ಕೈಗೊಂಡು ಸುಟ್ಟ ಟಿಸಿಗಳನ್ನು ಬದಲಾಯಿಸಬೇಕು ಇಲ್ಲದಿದ್ದರೆ ಉಗ್ರ ಹೋರಾಟ ನಡೆಸಲಾಗುವುದು ಎಂದು ಎಚ್ಚರಿಕೆ ನೀಡಿದರು. [257,2091,492,2215]
row-date [1431,2027,1516,2055]
row-date [1431,1999,1516,2027]
